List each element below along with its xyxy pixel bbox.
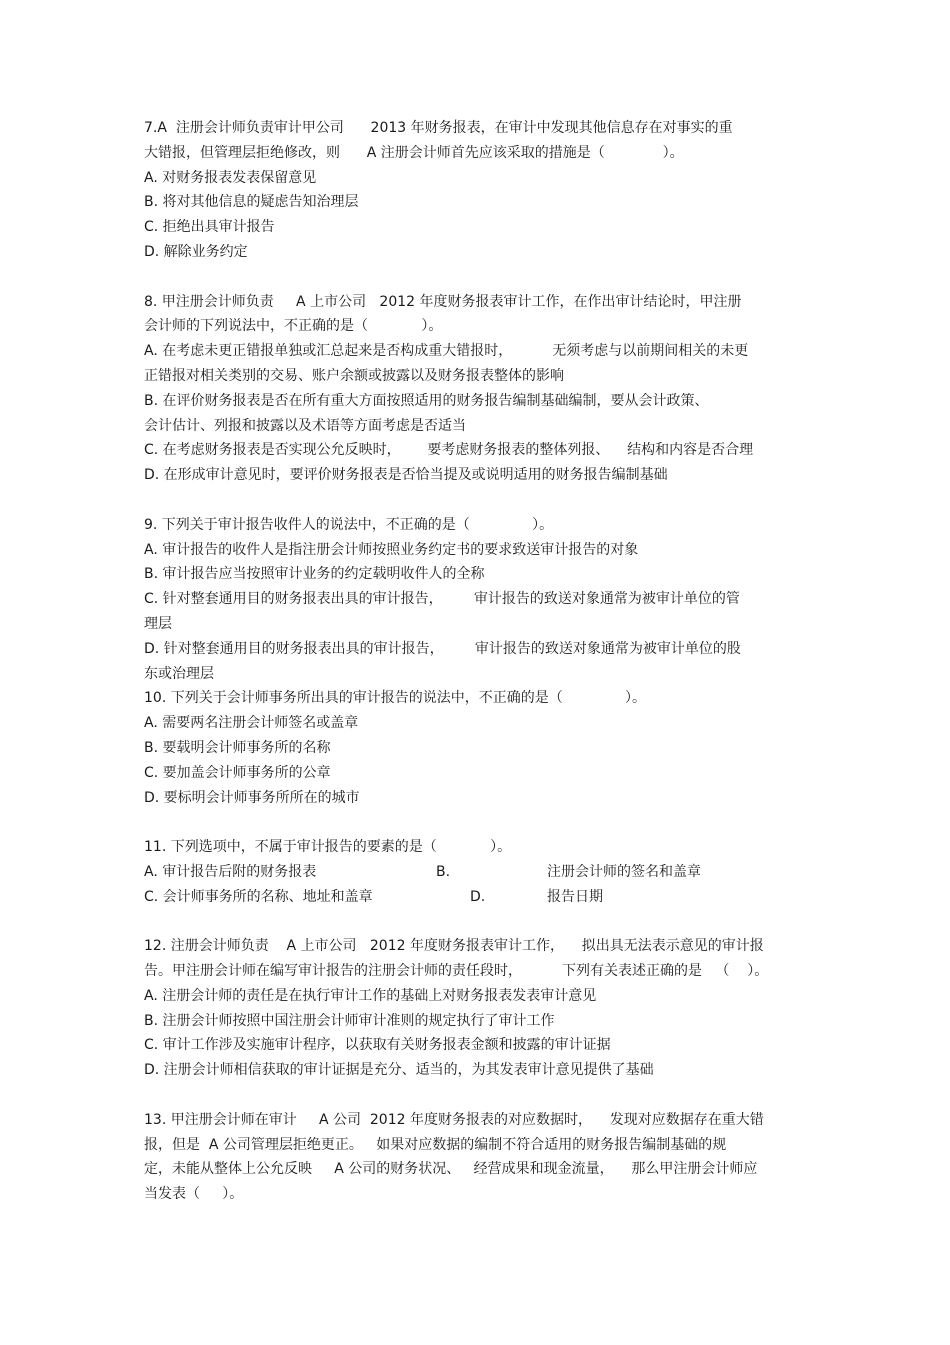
- option-b: B. 审计报告应当按照审计业务的约定载明收件人的全称: [144, 566, 485, 583]
- option-d: D. 在形成审计意见时，要评价财务报表是否恰当提及或说明适用的财务报告编制基础: [144, 467, 668, 484]
- option-a: A. 审计报告后附的财务报表: [144, 863, 317, 880]
- option-b-letter: B.: [436, 863, 451, 880]
- question-text: 告。甲注册会计师在编写审计报告的注册会计师的责任段时， 下列有关表述正确的是 （ ）。: [144, 963, 769, 980]
- option-c: C. 要加盖会计师事务所的公章: [144, 764, 331, 781]
- question-text: 定，未能从整体上公允反映 A 公司的财务状况、 经营成果和现金流量， 那么甲注册会计师应: [144, 1161, 758, 1178]
- option-b: B. 在评价财务报表是否在所有重大方面按照适用的财务报告编制基础编制，要从会计政策、: [144, 392, 709, 409]
- option-d-letter: D.: [470, 888, 486, 905]
- option-b-text: 注册会计师的签名和盖章: [547, 863, 701, 880]
- question-text: 会计师的下列说法中，不正确的是（ ）。: [144, 318, 443, 335]
- option-row: [144, 885, 814, 910]
- question-list: [144, 116, 814, 1232]
- option-d: D. 要标明会计师事务所所在的城市: [144, 789, 360, 806]
- question-text: 10. 下列关于会计师事务所出具的审计报告的说法中，不正确的是（ ）。: [144, 690, 647, 707]
- option-a: A. 对财务报表发表保留意见: [144, 169, 317, 186]
- question-text: 12. 注册会计师负责 A 上市公司 2012 年度财务报表审计工作， 拟出具无法表示意见的审计报: [144, 938, 764, 955]
- option-d-text: 报告日期: [547, 888, 603, 905]
- question-12: [144, 934, 814, 1083]
- question-13: [144, 1108, 814, 1207]
- option-a: A. 审计报告的收件人是指注册会计师按照业务约定书的要求致送审计报告的对象: [144, 541, 639, 558]
- question-9: [144, 513, 814, 687]
- option-c: C. 拒绝出具审计报告: [144, 219, 275, 236]
- question-text: 当发表（ ）。: [144, 1186, 244, 1203]
- option-d: D. 针对整套通用目的财务报表出具的审计报告， 审计报告的致送对象通常为被审计单位的股: [144, 640, 741, 657]
- option-d: D. 解除业务约定: [144, 243, 248, 260]
- option-b: B. 将对其他信息的疑虑告知治理层: [144, 194, 359, 211]
- question-text: 9. 下列关于审计报告收件人的说法中，不正确的是（ ）。: [144, 516, 554, 533]
- option-b-cont: 会计估计、列报和披露以及术语等方面考虑是否适当: [144, 417, 466, 434]
- question-text: 报，但是 A 公司管理层拒绝更正。 如果对应数据的编制不符合适用的财务报告编制基础的规: [144, 1136, 727, 1153]
- option-c-cont: 理层: [144, 615, 172, 632]
- option-c: C. 针对整套通用目的财务报表出具的审计报告， 审计报告的致送对象通常为被审计单位的管: [144, 591, 740, 608]
- option-a: A. 在考虑未更正错报单独或汇总起来是否构成重大错报时， 无须考虑与以前期间相关的未更: [144, 343, 749, 360]
- question-text: 8. 甲注册会计师负责 A 上市公司 2012 年度财务报表审计工作，在作出审计结论时，甲注册: [144, 293, 742, 310]
- option-a: A. 注册会计师的责任是在执行审计工作的基础上对财务报表发表审计意见: [144, 987, 597, 1004]
- option-b: B. 要载明会计师事务所的名称: [144, 739, 331, 756]
- question-text: 11. 下列选项中，不属于审计报告的要素的是（ ）。: [144, 839, 512, 856]
- option-a: A. 需要两名注册会计师签名或盖章: [144, 715, 359, 732]
- option-b: B. 注册会计师按照中国注册会计师审计准则的规定执行了审计工作: [144, 1012, 555, 1029]
- option-c: C. 会计师事务所的名称、地址和盖章: [144, 888, 373, 905]
- question-8: [144, 290, 814, 488]
- question-10: [144, 686, 814, 810]
- option-a-cont: 正错报对相关类别的交易、账户余额或披露以及财务报表整体的影响: [144, 367, 564, 384]
- question-7: [144, 116, 814, 265]
- option-d-cont: 东或治理层: [144, 665, 214, 682]
- question-text: 大错报，但管理层拒绝修改，则 A 注册会计师首先应该采取的措施是（ ）。: [144, 144, 684, 161]
- question-text: 13. 甲注册会计师在审计 A 公司 2012 年度财务报表的对应数据时， 发现对应数据存在重大错: [144, 1111, 764, 1128]
- question-text: 7.A 注册会计师负责审计甲公司 2013 年财务报表，在审计中发现其他信息存在对事实的重: [144, 120, 733, 136]
- question-11: [144, 835, 814, 909]
- option-row: [144, 860, 814, 885]
- option-c: C. 审计工作涉及实施审计程序，以获取有关财务报表金额和披露的审计证据: [144, 1037, 611, 1054]
- option-d: D. 注册会计师相信获取的审计证据是充分、适当的，为其发表审计意见提供了基础: [144, 1062, 654, 1079]
- option-c: C. 在考虑财务报表是否实现公允反映时， 要考虑财务报表的整体列报、 结构和内容是否合理: [144, 442, 754, 459]
